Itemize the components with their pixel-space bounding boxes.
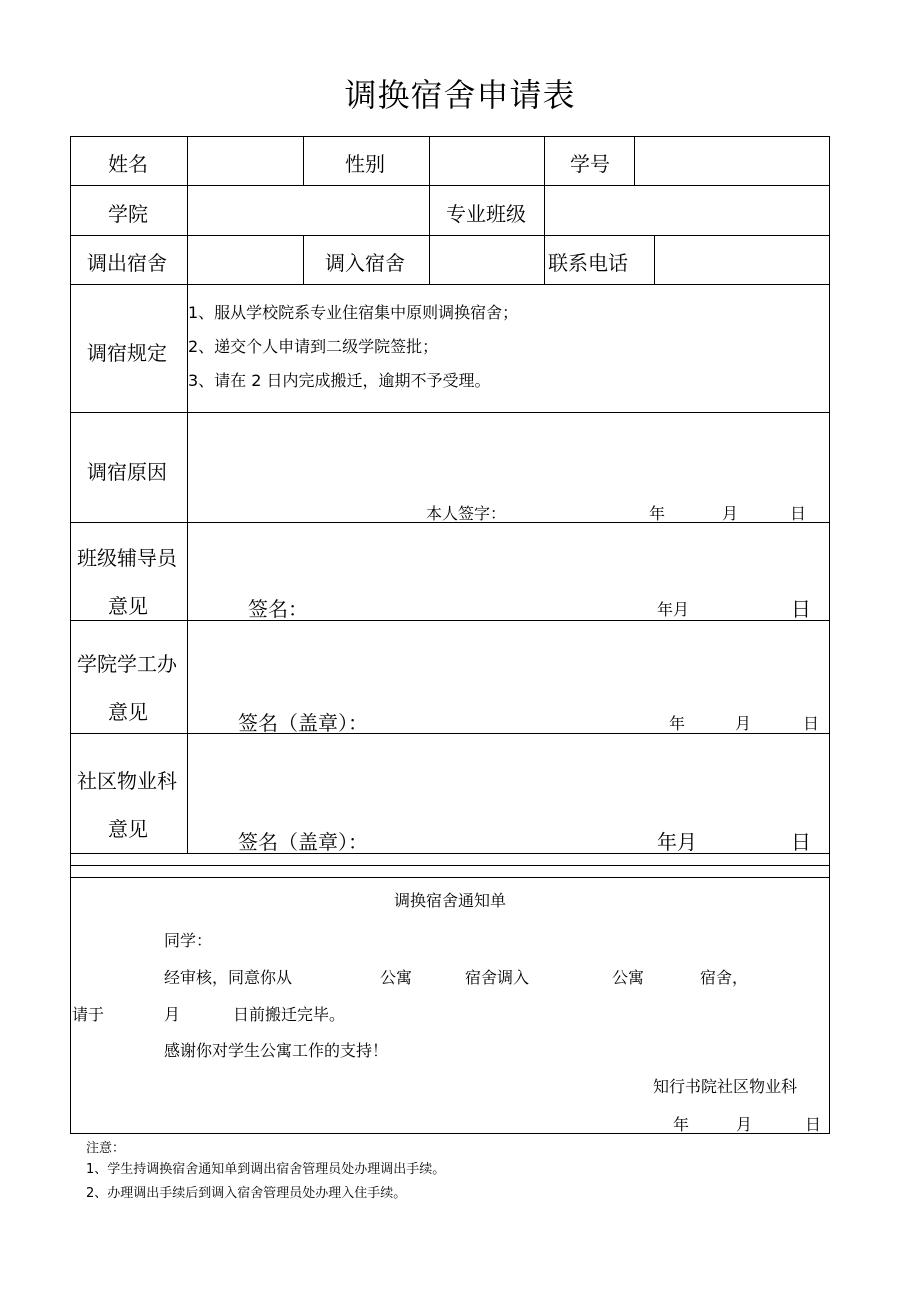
counselor-opinion-label: 班级辅导员 <box>77 546 177 570</box>
major-class-label: 专业班级 <box>446 202 526 226</box>
college-office-month-label: 月 <box>735 714 752 733</box>
notice-thanks: 感谢你对学生公寓工作的支持！ <box>164 1041 389 1060</box>
row-divider <box>70 185 830 186</box>
property-office-opinion-label: 社区物业科 <box>77 769 177 793</box>
notice-deadline-prefix: 请于 <box>72 1005 105 1024</box>
rules-label: 调宿规定 <box>87 341 167 365</box>
notice-approval-text: 经审核，同意你从 <box>164 968 293 987</box>
gender-label: 性别 <box>345 152 385 176</box>
reason-month-label: 月 <box>722 504 739 523</box>
reason-label: 调宿原因 <box>87 460 167 484</box>
notice-issuer: 知行书院社区物业科 <box>653 1077 798 1096</box>
college-office-year-label: 年 <box>669 714 686 733</box>
notice-day-label: 日 <box>805 1115 822 1134</box>
property-office-year-month-label: 年月 <box>657 830 697 854</box>
counselor-year-month-label: 年月 <box>657 600 690 619</box>
college-label: 学院 <box>108 202 148 226</box>
college-office-opinion-label-line2: 意见 <box>108 700 148 724</box>
row-divider <box>70 284 830 285</box>
row-divider <box>70 853 830 854</box>
cell-divider <box>429 235 430 285</box>
table-border-left <box>70 136 71 1134</box>
college-office-signature-label: 签名（盖章）： <box>238 711 368 735</box>
property-office-day-label: 日 <box>791 830 811 854</box>
separator-band <box>70 877 830 878</box>
move-in-dorm-label: 调入宿舍 <box>325 251 405 275</box>
notice-greeting: 同学： <box>164 931 213 950</box>
footnote-heading: 注意： <box>86 1141 126 1156</box>
reason-day-label: 日 <box>790 504 807 523</box>
row-divider <box>70 733 830 734</box>
table-border-bottom <box>70 1133 830 1134</box>
cell-divider <box>429 136 430 186</box>
footnote-item: 1、学生持调换宿舍通知单到调出宿舍管理员处办理调出手续。 <box>86 1162 446 1177</box>
rule-item: 1、服从学校院系专业住宿集中原则调换宿舍； <box>188 303 519 322</box>
notice-month-label: 月 <box>164 1005 181 1024</box>
cell-divider <box>544 136 545 186</box>
cell-divider <box>634 136 635 186</box>
student-id-label: 学号 <box>570 152 610 176</box>
row-divider <box>70 620 830 621</box>
cell-divider <box>429 185 430 236</box>
footnote-item: 2、办理调出手续后到调入宿舍管理员处办理入住手续。 <box>86 1186 407 1201</box>
counselor-opinion-label-line2: 意见 <box>108 594 148 618</box>
application-form <box>70 136 830 1134</box>
rule-item: 3、请在 2 日内完成搬迁，逾期不予受理。 <box>188 371 491 390</box>
separator-band <box>70 865 830 866</box>
property-office-signature-label: 签名（盖章）： <box>238 830 368 854</box>
property-office-opinion-label-line2: 意见 <box>108 817 148 841</box>
applicant-signature-label: 本人签字： <box>426 504 507 523</box>
cell-divider <box>303 136 304 186</box>
notice-move-in-text: 宿舍调入 <box>465 968 530 987</box>
rule-item: 2、递交个人申请到二级学院签批； <box>188 337 439 356</box>
notice-month-label: 月 <box>736 1115 753 1134</box>
notice-apartment-label: 公寓 <box>380 968 413 987</box>
phone-label: 联系电话 <box>548 251 628 275</box>
cell-divider <box>303 235 304 285</box>
college-office-day-label: 日 <box>803 714 820 733</box>
notice-year-label: 年 <box>673 1115 690 1134</box>
notice-title: 调换宿舍通知单 <box>393 891 506 910</box>
cell-divider <box>544 235 545 285</box>
cell-divider <box>654 235 655 285</box>
college-office-opinion-label: 学院学工办 <box>77 652 177 676</box>
name-label: 姓名 <box>108 152 148 176</box>
row-divider <box>70 412 830 413</box>
counselor-signature-label: 签名： <box>248 597 308 621</box>
form-title: 调换宿舍申请表 <box>344 76 576 114</box>
cell-divider <box>544 185 545 236</box>
reason-year-label: 年 <box>649 504 666 523</box>
table-border-top <box>70 136 830 137</box>
counselor-day-label: 日 <box>791 597 811 621</box>
label-column-divider <box>187 136 188 854</box>
notice-apartment-label: 公寓 <box>612 968 645 987</box>
notice-dorm-label: 宿舍， <box>700 968 749 987</box>
notice-deadline-text: 日前搬迁完毕。 <box>233 1005 346 1024</box>
table-border-right <box>829 136 830 1134</box>
move-out-dorm-label: 调出宿舍 <box>87 251 167 275</box>
row-divider <box>70 235 830 236</box>
